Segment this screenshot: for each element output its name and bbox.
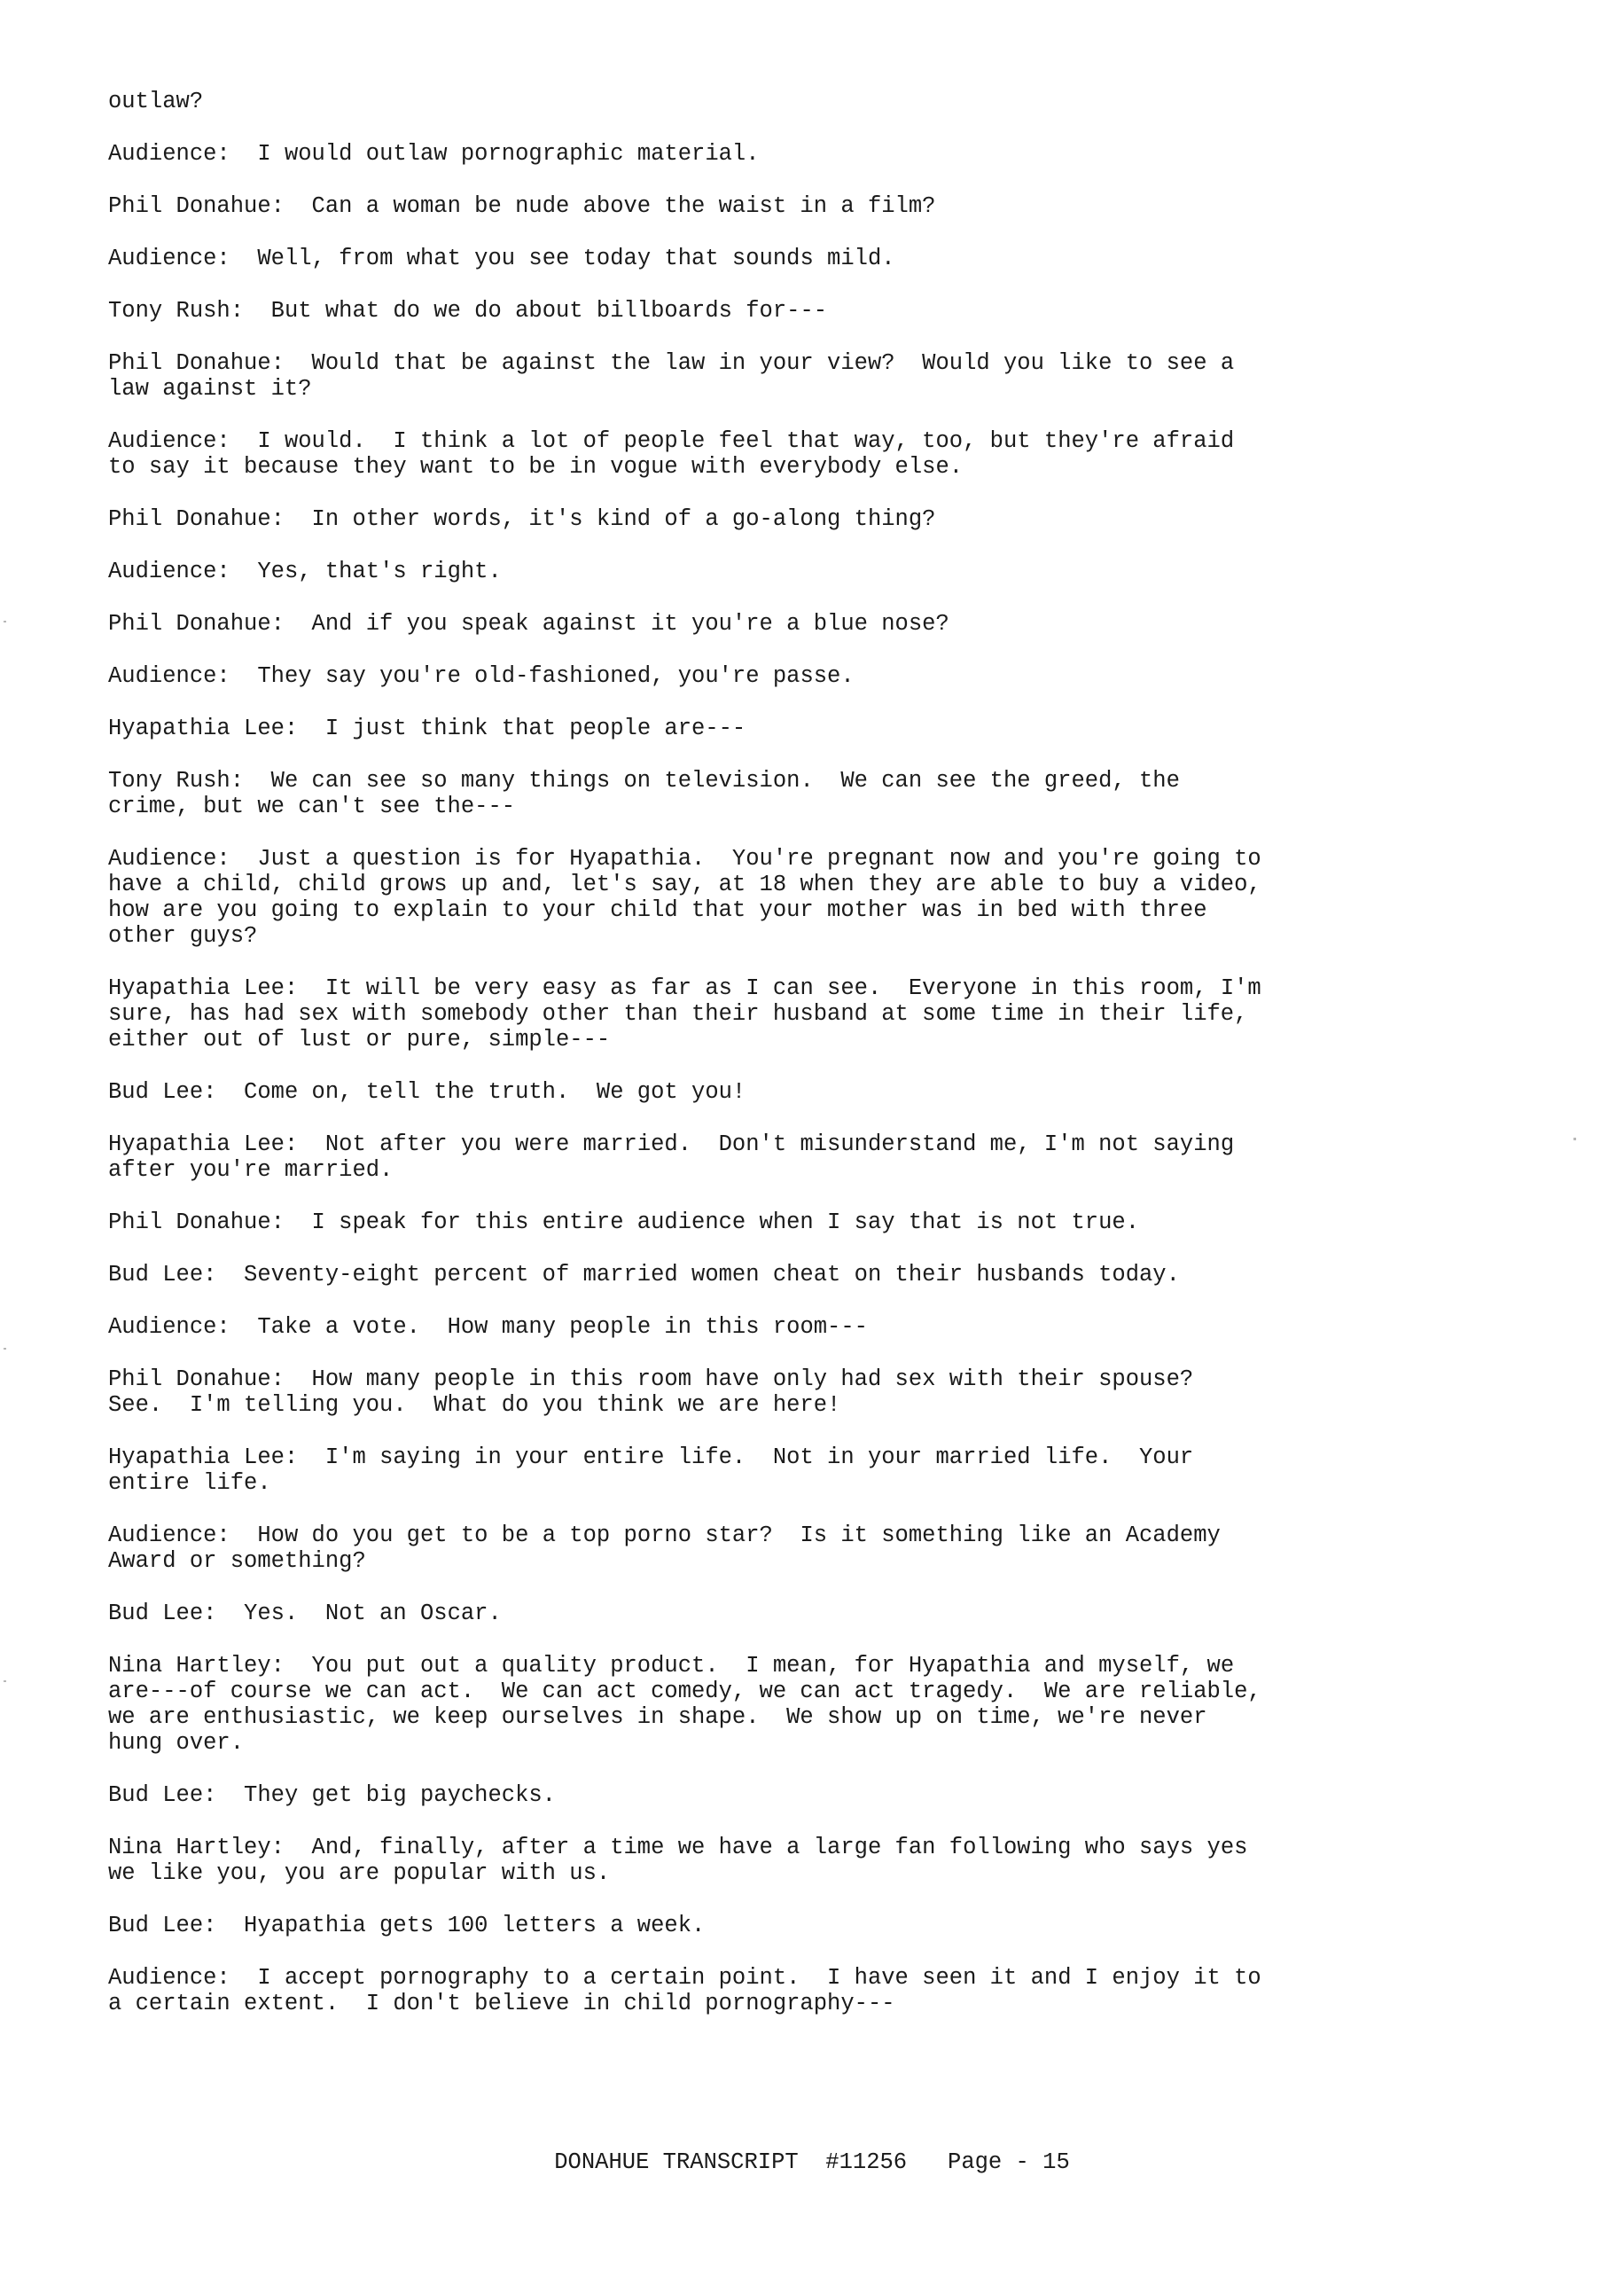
speaker-label: Hyapathia Lee: xyxy=(108,716,299,741)
scan-speck xyxy=(4,621,6,622)
transcript-entry xyxy=(108,975,1385,1053)
speaker-label: Bud Lee: xyxy=(108,1782,217,1808)
transcript-entry xyxy=(108,1079,1385,1105)
speaker-label: Bud Lee: xyxy=(108,1262,217,1288)
page-footer: DONAHUE TRANSCRIPT #11256 Page - 15 xyxy=(554,2149,1070,2175)
speaker-label: Phil Donahue: xyxy=(108,611,285,637)
entry-text: Come on, tell the truth. We got you! xyxy=(244,1079,746,1105)
speaker-label: Audience: xyxy=(108,1522,230,1548)
entry-text: In other words, it's kind of a go-along thing? xyxy=(311,506,936,532)
speaker-label: Audience: xyxy=(108,559,230,584)
transcript-entry xyxy=(108,1262,1385,1288)
scan-speck xyxy=(4,1348,6,1350)
speaker-label: Bud Lee: xyxy=(108,1913,217,1938)
transcript-entry xyxy=(108,298,1385,324)
speaker-label: Phil Donahue: xyxy=(108,1366,285,1392)
transcript-entry xyxy=(108,1444,1385,1496)
speaker-label: Bud Lee: xyxy=(108,1079,217,1105)
speaker-label: Tony Rush: xyxy=(108,298,245,324)
transcript-page xyxy=(108,89,1385,2043)
speaker-label: Phil Donahue: xyxy=(108,350,285,376)
entry-text: They get big paychecks. xyxy=(244,1782,556,1808)
transcript-entry xyxy=(108,193,1385,219)
entry-text: Yes. Not an Oscar. xyxy=(244,1601,502,1626)
speaker-label: Phil Donahue: xyxy=(108,1209,285,1235)
transcript-entry xyxy=(108,506,1385,532)
transcript-entry xyxy=(108,611,1385,637)
transcript-entry xyxy=(108,1913,1385,1938)
entry-text: I would. I think a lot of people feel that way, too, but they're afraid to say it because they want to be in vogue with everybody else. xyxy=(108,428,1235,480)
speaker-label: Audience: xyxy=(108,846,230,872)
transcript-entry xyxy=(108,1522,1385,1574)
transcript-entry xyxy=(108,1835,1385,1886)
entry-text: Not after you were married. Don't misunderstand me, I'm not saying after you're married. xyxy=(108,1131,1235,1183)
speaker-label: Tony Rush: xyxy=(108,768,245,794)
transcript-entry xyxy=(108,1209,1385,1235)
entry-text: I just think that people are--- xyxy=(324,716,746,741)
entry-text: But what do we do about billboards for--- xyxy=(270,298,828,324)
speaker-label: Audience: xyxy=(108,1965,230,1991)
entry-text: We can see so many things on television. We can see the greed, the crime, but we can't see the--- xyxy=(108,768,1180,819)
entry-text: How do you get to be a top porno star? Is it something like an Academy Award or something? xyxy=(108,1522,1221,1574)
speaker-label: Audience: xyxy=(108,141,230,167)
entry-text: You put out a quality product. I mean, for Hyapathia and myself, we are---of course we can act. We can act comedy, we can act tragedy. We are reliable, we are enthusiastic, we keep ourselves in shape. We show up on time, we're never hung over. xyxy=(108,1653,1261,1756)
entry-text: I would outlaw pornographic material. xyxy=(257,141,760,167)
speaker-label: Audience: xyxy=(108,246,230,271)
transcript-entry xyxy=(108,846,1385,949)
entry-text: And if you speak against it you're a blue nose? xyxy=(311,611,949,637)
speaker-label: Phil Donahue: xyxy=(108,506,285,532)
transcript-entry xyxy=(108,141,1385,167)
entry-text: Just a question is for Hyapathia. You're pregnant now and you're going to have a child, child grows up and, let's say, at 18 when they are able to buy a video, how are you going to explain to your child that your mother was in bed with three other guys? xyxy=(108,846,1261,949)
entry-text: They say you're old-fashioned, you're passe. xyxy=(257,663,855,689)
transcript-entry xyxy=(108,1314,1385,1340)
speaker-label: Nina Hartley: xyxy=(108,1835,285,1860)
scan-speck xyxy=(1573,1138,1576,1140)
entry-text: Well, from what you see today that sounds mild. xyxy=(257,246,895,271)
transcript-entry xyxy=(108,559,1385,584)
transcript-entry xyxy=(108,1601,1385,1626)
transcript-entry xyxy=(108,768,1385,819)
speaker-label: Audience: xyxy=(108,428,230,454)
entry-text: How many people in this room have only had sex with their spouse? See. I'm telling you. What do you think we are here! xyxy=(108,1366,1194,1418)
transcript-entry xyxy=(108,350,1385,402)
entry-text: Take a vote. How many people in this room--- xyxy=(257,1314,868,1340)
entry-text: And, finally, after a time we have a large fan following who says yes we like you, you are popular with us. xyxy=(108,1835,1248,1886)
speaker-label: Phil Donahue: xyxy=(108,193,285,219)
entry-text: I speak for this entire audience when I say that is not true. xyxy=(311,1209,1139,1235)
speaker-label: Hyapathia Lee: xyxy=(108,1444,299,1470)
transcript-entry xyxy=(108,716,1385,741)
transcript-entry xyxy=(108,1366,1385,1418)
speaker-label: Audience: xyxy=(108,663,230,689)
speaker-label: Nina Hartley: xyxy=(108,1653,285,1679)
speaker-label: Audience: xyxy=(108,1314,230,1340)
transcript-entries xyxy=(108,141,1385,2016)
entry-text: I'm saying in your entire life. Not in your married life. Your entire life. xyxy=(108,1444,1194,1496)
entry-text: Yes, that's right. xyxy=(257,559,502,584)
transcript-entry xyxy=(108,246,1385,271)
transcript-entry xyxy=(108,663,1385,689)
speaker-label: Hyapathia Lee: xyxy=(108,1131,299,1157)
transcript-entry xyxy=(108,1653,1385,1756)
transcript-entry xyxy=(108,1965,1385,2016)
entry-text: Can a woman be nude above the waist in a film? xyxy=(311,193,936,219)
entry-text: Hyapathia gets 100 letters a week. xyxy=(244,1913,706,1938)
speaker-label: Bud Lee: xyxy=(108,1601,217,1626)
transcript-entry xyxy=(108,1782,1385,1808)
entry-text: I accept pornography to a certain point. I have seen it and I enjoy it to a certain extent. I don't believe in child pornography--- xyxy=(108,1965,1261,2016)
entry-text: It will be very easy as far as I can see. Everyone in this room, I'm sure, has had sex with somebody other than their husband at some time in their life, either out of lust or pure, simple--- xyxy=(108,975,1261,1053)
speaker-label: Hyapathia Lee: xyxy=(108,975,299,1001)
continuation-line: outlaw? xyxy=(108,89,204,114)
entry-text: Would that be against the law in your view? Would you like to see a law against it? xyxy=(108,350,1235,402)
entry-text: Seventy-eight percent of married women cheat on their husbands today. xyxy=(244,1262,1180,1288)
scan-speck xyxy=(4,1680,6,1682)
transcript-entry xyxy=(108,428,1385,480)
transcript-entry xyxy=(108,1131,1385,1183)
